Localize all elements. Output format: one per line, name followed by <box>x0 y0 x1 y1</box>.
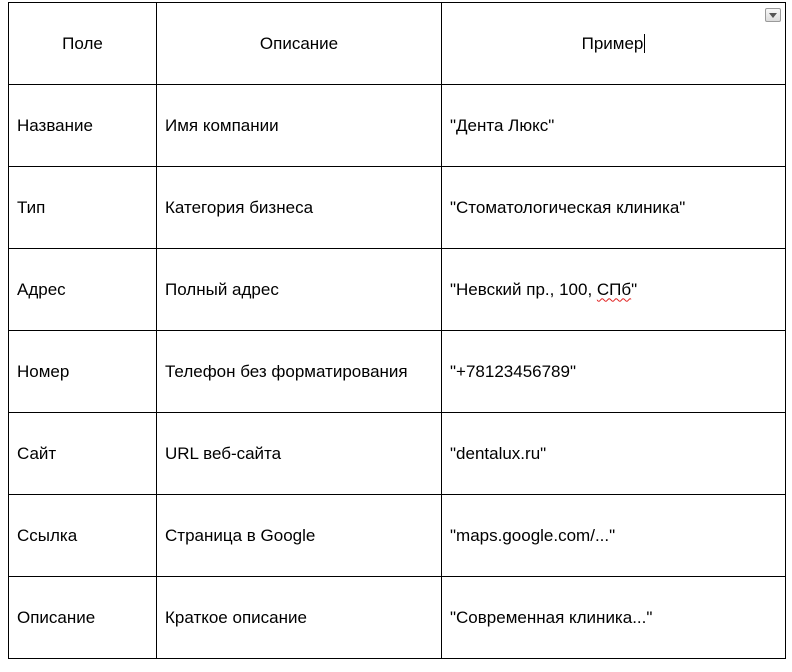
table-cell-field[interactable]: Название <box>9 85 157 167</box>
table-row <box>9 331 786 413</box>
table-row <box>9 577 786 659</box>
table-cell-example[interactable]: "Стоматологическая клиника" <box>442 167 786 249</box>
table-cell-example[interactable]: "+78123456789" <box>442 331 786 413</box>
table-cell-field[interactable]: Тип <box>9 167 157 249</box>
table-header-row <box>9 3 786 85</box>
header-cell-description[interactable] <box>157 3 442 85</box>
data-fields-table <box>8 2 786 659</box>
header-cell-field[interactable] <box>9 3 157 85</box>
table-cell-field[interactable]: Сайт <box>9 413 157 495</box>
spellcheck-flagged-word[interactable]: СПб <box>596 279 632 299</box>
table-row <box>9 413 786 495</box>
text-cursor <box>644 34 645 53</box>
table-cell-description[interactable]: URL веб-сайта <box>157 413 442 495</box>
table-cell-description[interactable]: Категория бизнеса <box>157 167 442 249</box>
table-cell-description[interactable]: Полный адрес <box>157 249 442 331</box>
table-cell-description[interactable]: Телефон без форматирования <box>157 331 442 413</box>
header-field-label: Поле <box>62 33 103 53</box>
dropdown-arrow-glyph <box>769 13 777 18</box>
table-row <box>9 495 786 577</box>
chevron-down-icon[interactable] <box>765 8 781 22</box>
header-cell-example[interactable] <box>442 3 786 85</box>
table-cell-field[interactable]: Описание <box>9 577 157 659</box>
table-cell-example[interactable]: "maps.google.com/..." <box>442 495 786 577</box>
table-cell-field[interactable]: Номер <box>9 331 157 413</box>
table-cell-field[interactable]: Адрес <box>9 249 157 331</box>
table-row <box>9 167 786 249</box>
table-cell-example[interactable]: "dentalux.ru" <box>442 413 786 495</box>
table-row <box>9 249 786 331</box>
example-text-part: " <box>631 279 638 299</box>
table-row <box>9 85 786 167</box>
example-text-part: "Невский пр., 100, <box>450 279 597 299</box>
table-cell-example[interactable]: "Дента Люкс" <box>442 85 786 167</box>
table-cell-field[interactable]: Ссылка <box>9 495 157 577</box>
table-cell-description[interactable]: Краткое описание <box>157 577 442 659</box>
table-cell-example[interactable] <box>442 249 786 331</box>
table-cell-example[interactable]: "Современная клиника..." <box>442 577 786 659</box>
table-cell-description[interactable]: Страница в Google <box>157 495 442 577</box>
header-description-label: Описание <box>259 33 339 53</box>
header-example-label: Пример <box>581 33 644 53</box>
table-cell-description[interactable]: Имя компании <box>157 85 442 167</box>
